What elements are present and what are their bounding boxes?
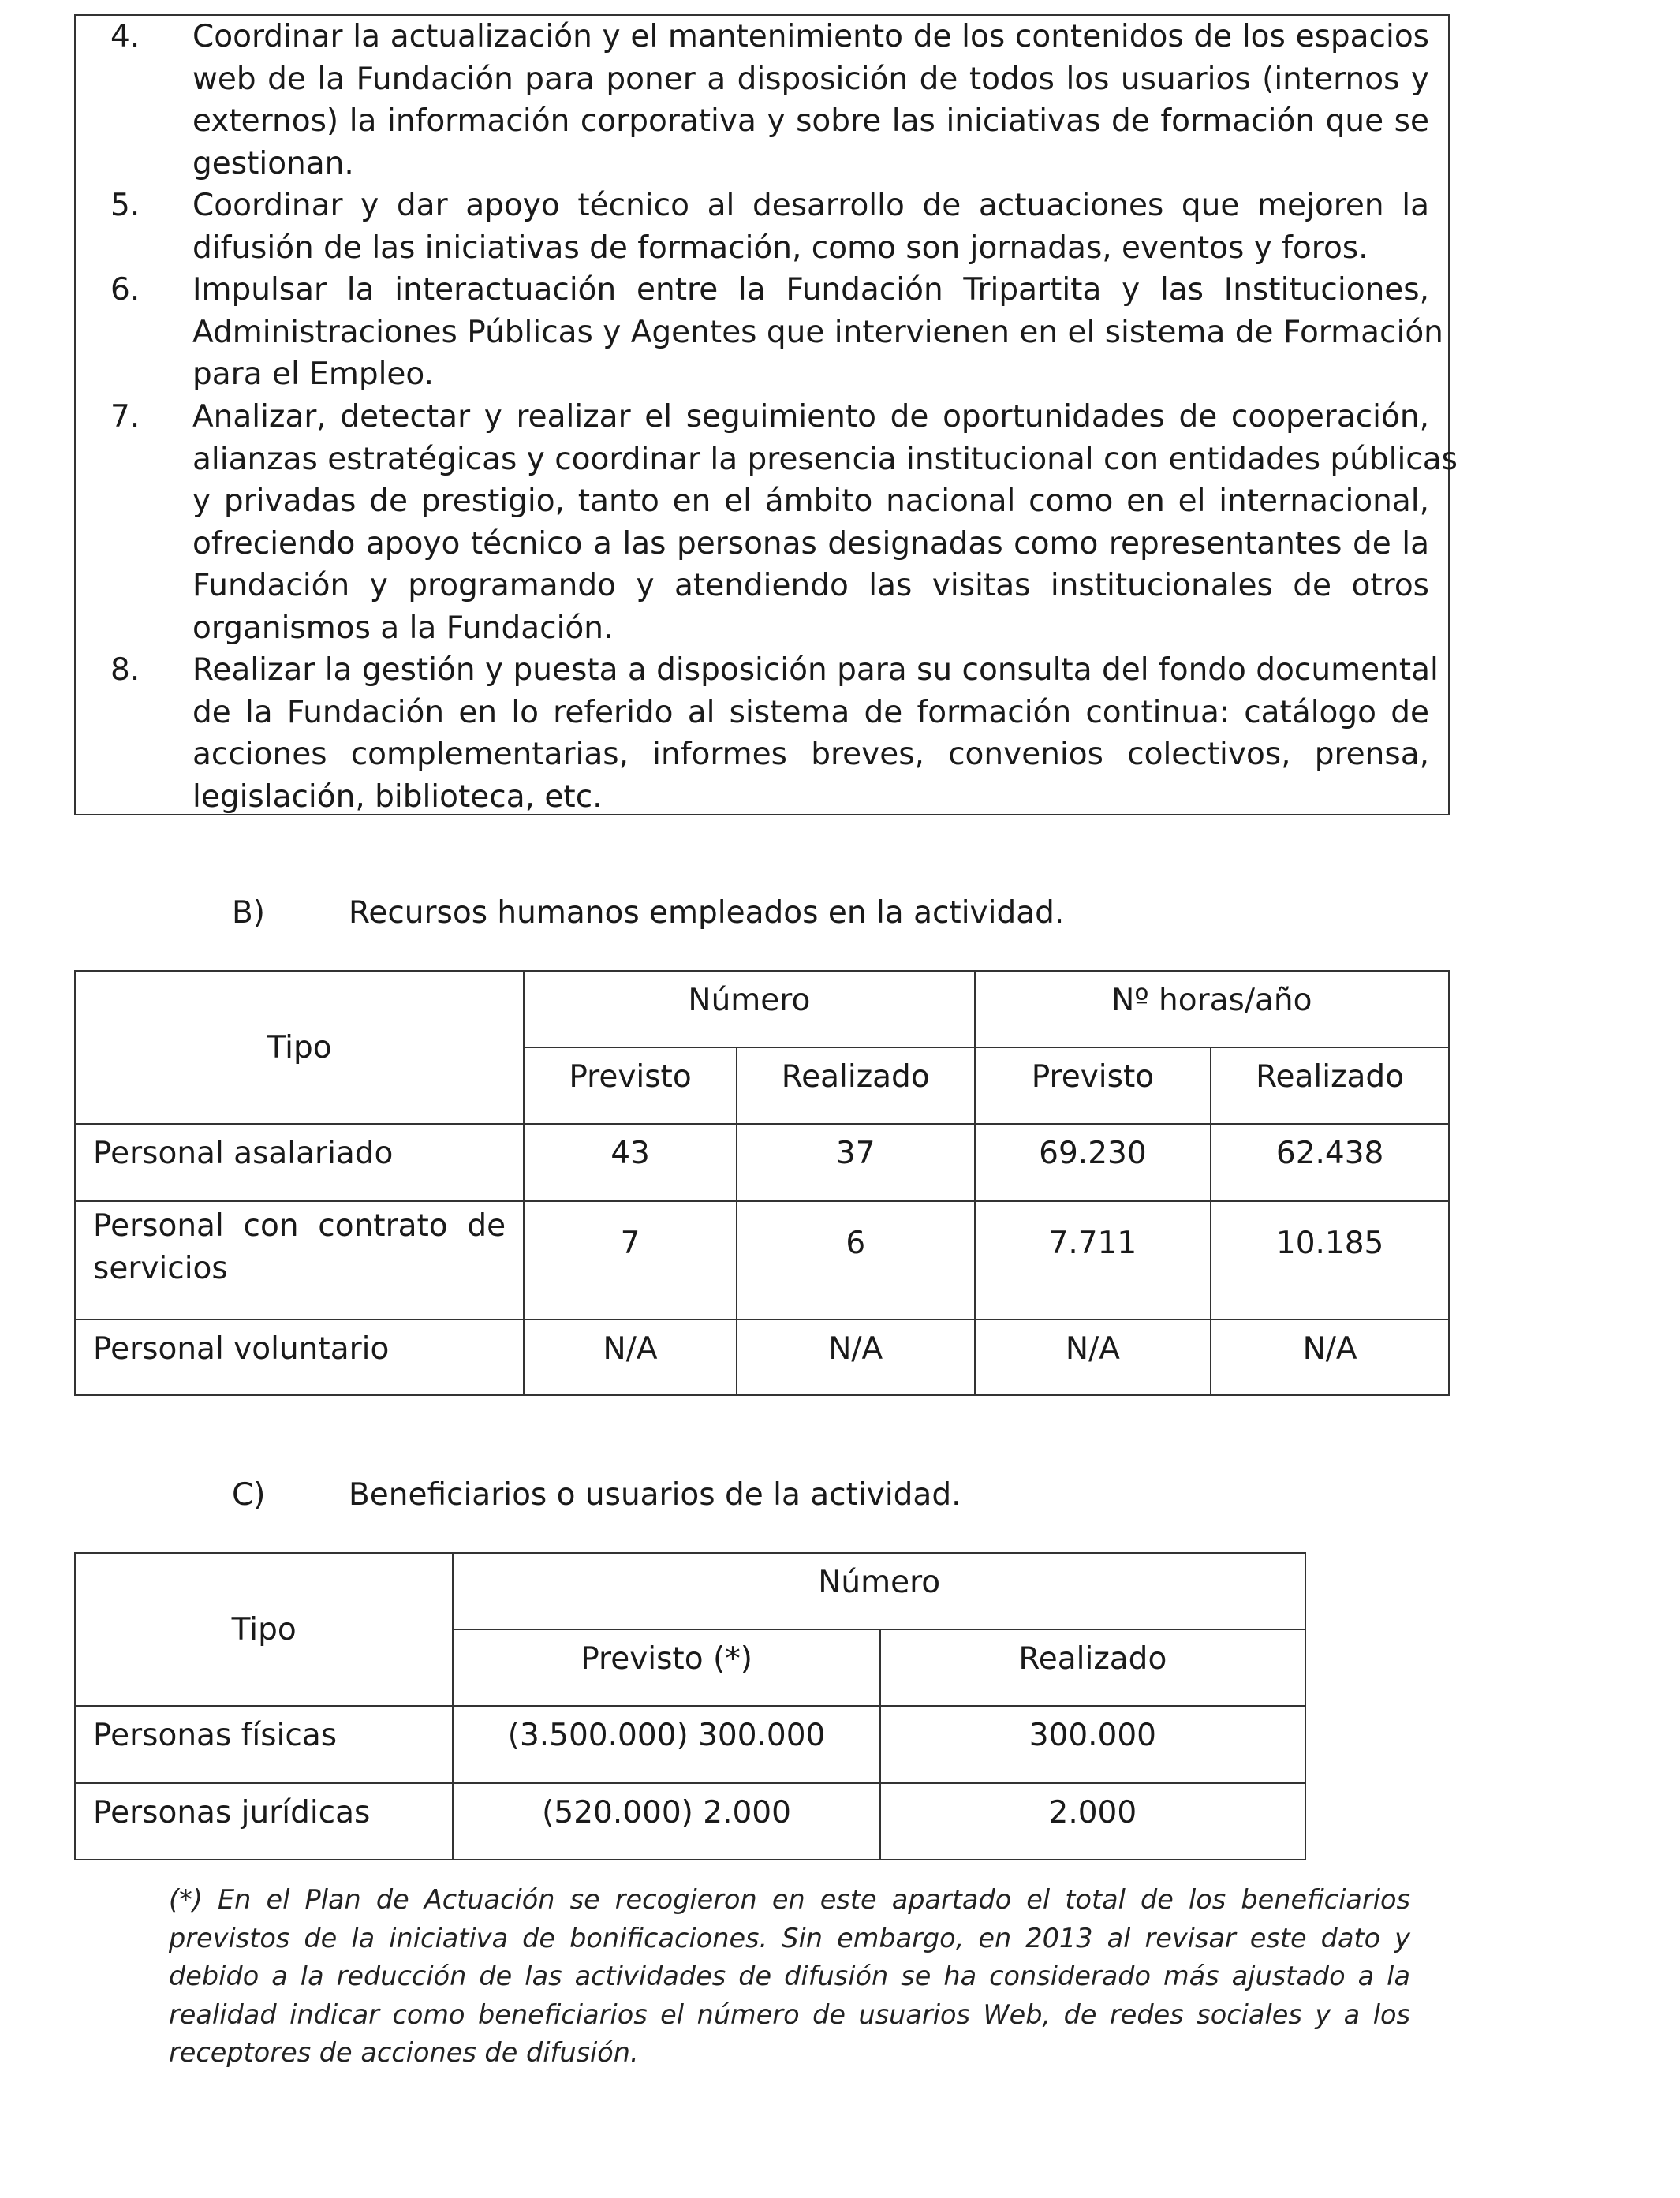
table-cell: 62.438 (1211, 1124, 1449, 1201)
item-line: difusión de las iniciativas de formación, como son jornadas, eventos y foros. (192, 230, 1368, 266)
item-number: 7. (110, 399, 140, 435)
item-line: web de la Fundación para poner a disposición de todos los usuarios (internos y (192, 61, 1429, 97)
section-title: Recursos humanos empleados en la actividad. (349, 895, 1065, 931)
table-cell: N/A (975, 1319, 1211, 1395)
header-tipo: Tipo (75, 1553, 453, 1706)
item-line: Realizar la gestión y puesta a disposición para su consulta del fondo documental (192, 652, 1439, 688)
table-cell: 37 (737, 1124, 975, 1201)
table-row (75, 1201, 1449, 1319)
row-label: Personas jurídicas (75, 1783, 453, 1860)
header-previsto: Previsto (524, 1047, 737, 1124)
header-previsto: Previsto (975, 1047, 1211, 1124)
header-horas: Nº horas/año (975, 971, 1449, 1047)
row-label: Personas físicas (75, 1706, 453, 1783)
item-line: Analizar, detectar y realizar el seguimiento de oportunidades de cooperación, (192, 399, 1429, 435)
item-line: y privadas de prestigio, tanto en el ámbito nacional como en el internacional, (192, 483, 1429, 519)
item-line: de la Fundación en lo referido al sistema de formación continua: catálogo de (192, 694, 1429, 730)
item-line: Fundación y programando y atendiendo las visitas institucionales de otros (192, 568, 1429, 603)
item-line: legislación, biblioteca, etc. (192, 778, 603, 815)
item-number: 4. (110, 19, 140, 54)
item-line: Coordinar y dar apoyo técnico al desarrollo de actuaciones que mejoren la (192, 188, 1429, 223)
table-cell: (3.500.000) 300.000 (453, 1706, 879, 1783)
table-row (75, 1319, 1449, 1395)
item-line: Administraciones Públicas y Agentes que intervienen en el sistema de Formación (192, 314, 1443, 350)
row-label-line: Personal con contrato de (93, 1208, 506, 1244)
header-previsto: Previsto (*) (453, 1629, 879, 1706)
table-row (75, 1783, 1305, 1860)
objectives-box (74, 14, 1458, 815)
header-realizado: Realizado (737, 1047, 975, 1124)
table-cell: N/A (524, 1319, 737, 1395)
item-line: ofreciendo apoyo técnico a las personas designadas como representantes de la (192, 525, 1429, 562)
footnote (169, 1881, 1410, 2073)
row-label: Personal voluntario (75, 1319, 524, 1395)
human-resources-table (74, 970, 1450, 1396)
beneficiaries-table (74, 1552, 1306, 1860)
header-numero: Número (453, 1553, 1305, 1629)
table-cell: N/A (737, 1319, 975, 1395)
table-row (75, 1706, 1305, 1783)
item-line: externos) la información corporativa y sobre las iniciativas de formación que se (192, 103, 1429, 139)
row-label (75, 1201, 524, 1319)
item-number: 5. (110, 188, 140, 223)
section-title: Beneficiarios o usuarios de la actividad. (349, 1477, 961, 1513)
section-letter: B) (232, 895, 265, 931)
table-cell: 300.000 (880, 1706, 1305, 1783)
item-line: gestionan. (192, 145, 354, 181)
section-letter: C) (232, 1477, 266, 1513)
item-line: alianzas estratégicas y coordinar la presencia institucional con entidades públicas (192, 441, 1458, 477)
row-label: Personal asalariado (75, 1124, 524, 1201)
header-realizado: Realizado (1211, 1047, 1449, 1124)
row-label-line: servicios (93, 1251, 228, 1286)
table-cell: 69.230 (975, 1124, 1211, 1201)
table-cell: N/A (1211, 1319, 1449, 1395)
item-line: para el Empleo. (192, 356, 435, 392)
item-line: acciones complementarias, informes breves, convenios colectivos, prensa, (192, 737, 1429, 772)
table-cell: 7 (524, 1201, 737, 1319)
table-cell: 7.711 (975, 1201, 1211, 1319)
item-line: organismos a la Fundación. (192, 610, 614, 646)
footnote-line: debido a la reducción de las actividades de difusión se ha considerado más ajustado a la (169, 1961, 1410, 1991)
table-cell: 6 (737, 1201, 975, 1319)
header-realizado: Realizado (880, 1629, 1305, 1706)
table-cell: (520.000) 2.000 (453, 1783, 879, 1860)
item-line: Coordinar la actualización y el mantenimiento de los contenidos de los espacios (192, 19, 1429, 54)
table-cell: 10.185 (1211, 1201, 1449, 1319)
header-tipo: Tipo (75, 971, 524, 1124)
footnote-line: (*) En el Plan de Actuación se recogieron en este apartado el total de los beneficiarios (169, 1884, 1410, 1915)
footnote-line: receptores de acciones de difusión. (169, 2037, 639, 2068)
header-numero: Número (524, 971, 974, 1047)
table-row (75, 1124, 1449, 1201)
table-cell: 43 (524, 1124, 737, 1201)
table-cell: 2.000 (880, 1783, 1305, 1860)
item-number: 6. (110, 272, 140, 308)
footnote-line: previstos de la iniciativa de bonificaciones. Sin embargo, en 2013 al revisar este dato y (169, 1922, 1410, 1954)
footnote-line: realidad indicar como beneficiarios el número de usuarios Web, de redes sociales y a los (169, 1998, 1410, 2030)
item-line: Impulsar la interactuación entre la Fundación Tripartita y las Instituciones, (192, 272, 1429, 308)
item-number: 8. (110, 652, 140, 688)
